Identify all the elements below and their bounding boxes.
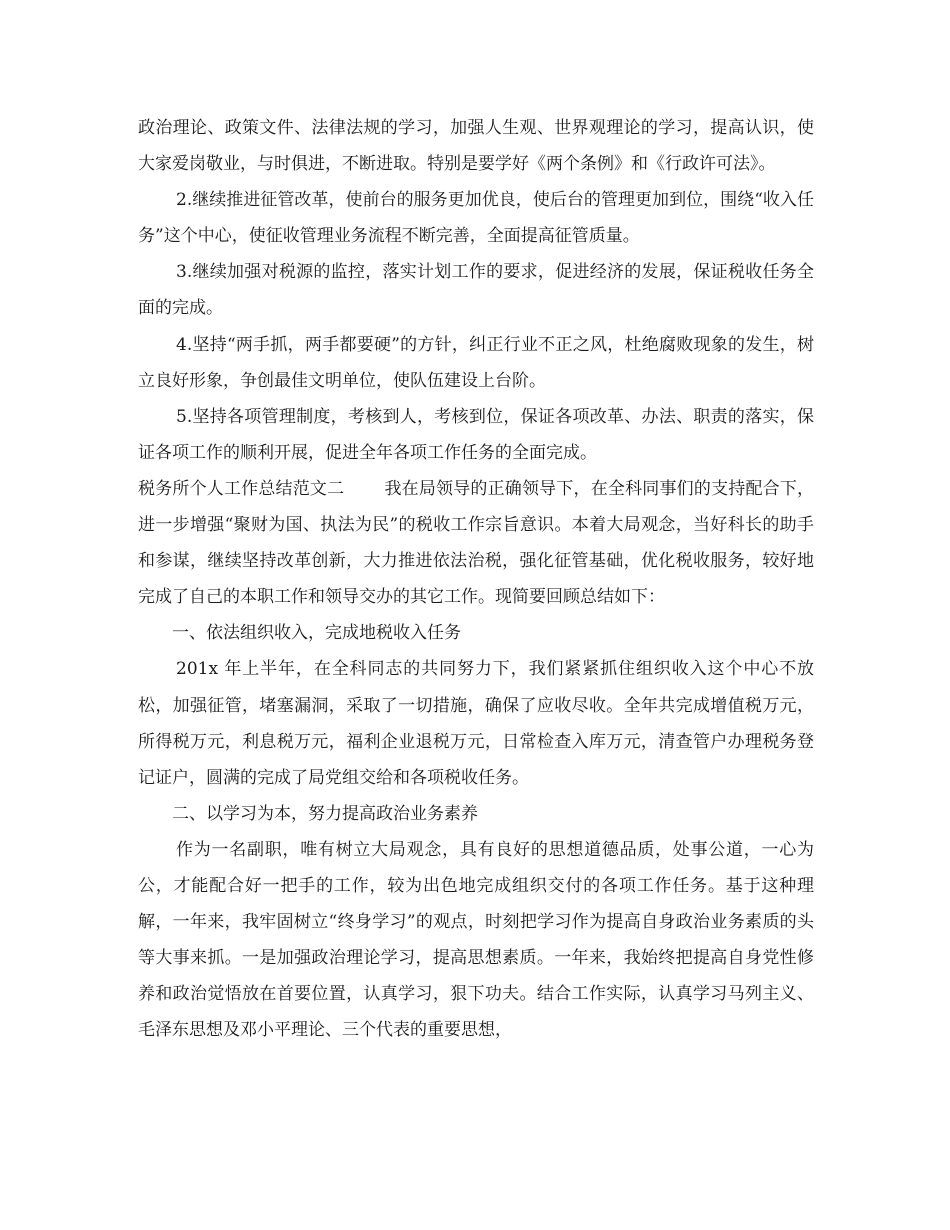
paragraph-item-5: 5.坚持各项管理制度，考核到人，考核到位，保证各项改革、办法、职责的落实，保证各项工作的顺利开展，促进全年各项工作任务的全面完成。 [138, 406, 814, 463]
section-title: 税务所个人工作总结范文二 [138, 478, 345, 499]
section-intro-paragraph [138, 471, 814, 615]
paragraph-study: 作为一名副职，唯有树立大局观念，具有良好的思想道德品质，处事公道，一心为公，才能配合好一把手的工作，较为出色地完成组织交付的各项工作任务。基于这种理解，一年来，我牢固树立“终身学习”的观点，时刻把学习作为提高自身政治业务素质的头等大事来抓。一是加强政治理论学习，提高思想素质。一年来，我始终把提高自身党性修养和政治觉悟放在首要位置，认真学习，狠下功夫。结合工作实际，认真学习马列主义、毛泽东思想及邓小平理论、三个代表的重要思想， [138, 839, 814, 1041]
paragraph-item-4: 4.坚持“两手抓，两手都要硬”的方针，纠正行业不正之风，杜绝腐败现象的发生，树立良好形象，争创最佳文明单位，使队伍建设上台阶。 [138, 334, 814, 391]
paragraph-item-3: 3.继续加强对税源的监控，落实计划工作的要求，促进经济的发展，保证税收任务全面的完成。 [138, 262, 814, 319]
document-page [138, 110, 814, 1048]
section-intro-text: 我在局领导的正确领导下，在全科同事们的支持配合下，进一步增强“聚财为国、执法为民”的税收工作宗旨意识。本着大局观念，当好科长的助手和参谋，继续坚持改革创新，大力推进依法治税，强化征管基础，优化税收服务，较好地完成了自己的本职工作和领导交办的其它工作。现简要回顾总结如下： [138, 478, 815, 608]
paragraph-revenue: 201x 年上半年，在全科同志的共同努力下，我们紧紧抓住组织收入这个中心不放松，加强征管，堵塞漏洞，采取了一切措施，确保了应收尽收。全年共完成增值税万元，所得税万元，利息税万元，福利企业退税万元，日常检查入库万元，清查管户办理税务登记证户，圆满的完成了局党组交给和各项税收任务。 [138, 659, 814, 788]
heading-two: 二、以学习为本，努力提高政治业务素养 [172, 803, 478, 824]
paragraph-item-2: 2.继续推进征管改革，使前台的服务更加优良，使后台的管理更加到位，围绕“收入任务”这个中心，使征收管理业务流程不断完善，全面提高征管质量。 [138, 190, 814, 247]
heading-one: 一、依法组织收入，完成地税收入任务 [172, 623, 461, 644]
paragraph-continuation: 政治理论、政策文件、法律法规的学习，加强人生观、世界观理论的学习，提高认识，使大家爱岗敬业，与时俱进，不断进取。特别是要学好《两个条例》和《行政许可法》。 [138, 118, 814, 175]
